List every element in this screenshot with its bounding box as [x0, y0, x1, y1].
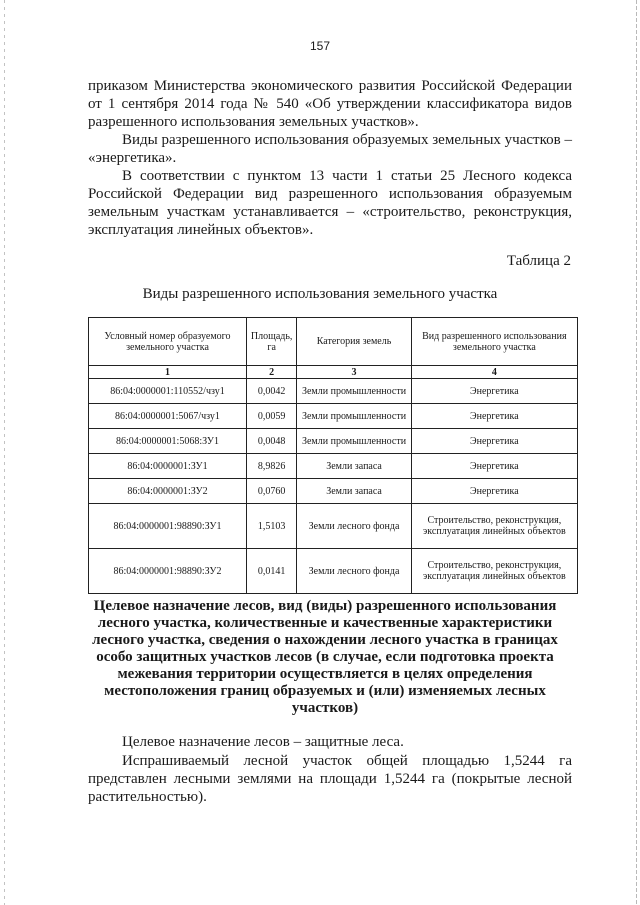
cell-permitted-use: Строительство, реконструкция, эксплуатация линейных объектов [411, 504, 577, 549]
cell-plot-number: 86:04:0000001:ЗУ1 [89, 454, 247, 479]
cell-plot-number: 86:04:0000001:5068:ЗУ1 [89, 429, 247, 454]
cell-land-category: Земли запаса [297, 454, 411, 479]
cell-permitted-use: Энергетика [411, 404, 577, 429]
cell-permitted-use: Энергетика [411, 429, 577, 454]
index-cell: 4 [411, 366, 577, 379]
table-row [89, 454, 578, 479]
cell-area: 0,0042 [246, 379, 296, 404]
table-row [89, 404, 578, 429]
land-use-table [88, 317, 578, 594]
cell-area: 1,5103 [246, 504, 296, 549]
header-plot-number: Условный номер образуемого земельного участка [89, 318, 247, 366]
cell-plot-number: 86:04:0000001:98890:ЗУ1 [89, 504, 247, 549]
scan-left-edge [4, 0, 5, 905]
header-area: Площадь, га [246, 318, 296, 366]
paragraph-permitted-use: Виды разрешенного использования образуемых земельных участков – «энергетика». [88, 132, 572, 166]
table-row [89, 379, 578, 404]
index-cell: 3 [297, 366, 411, 379]
cell-area: 0,0059 [246, 404, 296, 429]
table-number: Таблица 2 [506, 253, 571, 269]
paragraph-order-reference: приказом Министерства экономического развития Российской Федерации от 1 сентября 2014 года № 540 «Об утверждении классификатора видов разрешенного использования земельных участков». [88, 78, 572, 130]
cell-plot-number: 86:04:0000001:110552/чзу1 [89, 379, 247, 404]
header-permitted-use: Вид разрешенного использования земельного участка [411, 318, 577, 366]
table-header-row [89, 318, 578, 366]
cell-plot-number: 86:04:0000001:5067/чзу1 [89, 404, 247, 429]
table-title: Виды разрешенного использования земельного участка [142, 286, 498, 302]
table-index-row [89, 366, 578, 379]
index-cell: 1 [89, 366, 247, 379]
index-cell: 2 [246, 366, 296, 379]
cell-permitted-use: Строительство, реконструкция, эксплуатация линейных объектов [411, 549, 577, 594]
cell-area: 0,0048 [246, 429, 296, 454]
table-row [89, 429, 578, 454]
table-row [89, 504, 578, 549]
cell-permitted-use: Энергетика [411, 479, 577, 504]
cell-area: 0,0760 [246, 479, 296, 504]
cell-permitted-use: Энергетика [411, 379, 577, 404]
cell-land-category: Земли лесного фонда [297, 549, 411, 594]
cell-land-category: Земли лесного фонда [297, 504, 411, 549]
cell-area: 8,9826 [246, 454, 296, 479]
scan-right-edge [636, 0, 637, 905]
cell-plot-number: 86:04:0000001:98890:ЗУ2 [89, 549, 247, 594]
cell-permitted-use: Энергетика [411, 454, 577, 479]
section-heading: Целевое назначение лесов, вид (виды) разрешенного использования лесного участка, количественные и качественные характеристики лесного участка, сведения о нахождении лесного участка в границах особо защитных участков лесов (в случае, если подготовка проекта межевания территории осуществляется в целях определения местоположения границ образуемых и (или) изменяемых лесных участков) [92, 598, 558, 716]
paragraph-forest-purpose: Целевое назначение лесов – защитные леса. [122, 734, 404, 750]
table-row [89, 549, 578, 594]
paragraph-forest-area: Испрашиваемый лесной участок общей площадью 1,5244 га представлен лесными землями на площади 1,5244 га (покрытые лесной растительностью). [88, 753, 572, 805]
header-land-category: Категория земель [297, 318, 411, 366]
page-number: 157 [309, 39, 331, 53]
paragraph-forest-code: В соответствии с пунктом 13 части 1 статьи 25 Лесного кодекса Российской Федерации вид разрешенного использования образуемым земельным участкам устанавливается – «строительство, реконструкция, эксплуатация линейных объектов». [88, 168, 572, 238]
cell-land-category: Земли промышленности [297, 404, 411, 429]
cell-land-category: Земли запаса [297, 479, 411, 504]
cell-land-category: Земли промышленности [297, 379, 411, 404]
cell-land-category: Земли промышленности [297, 429, 411, 454]
cell-area: 0,0141 [246, 549, 296, 594]
table-row [89, 479, 578, 504]
cell-plot-number: 86:04:0000001:ЗУ2 [89, 479, 247, 504]
